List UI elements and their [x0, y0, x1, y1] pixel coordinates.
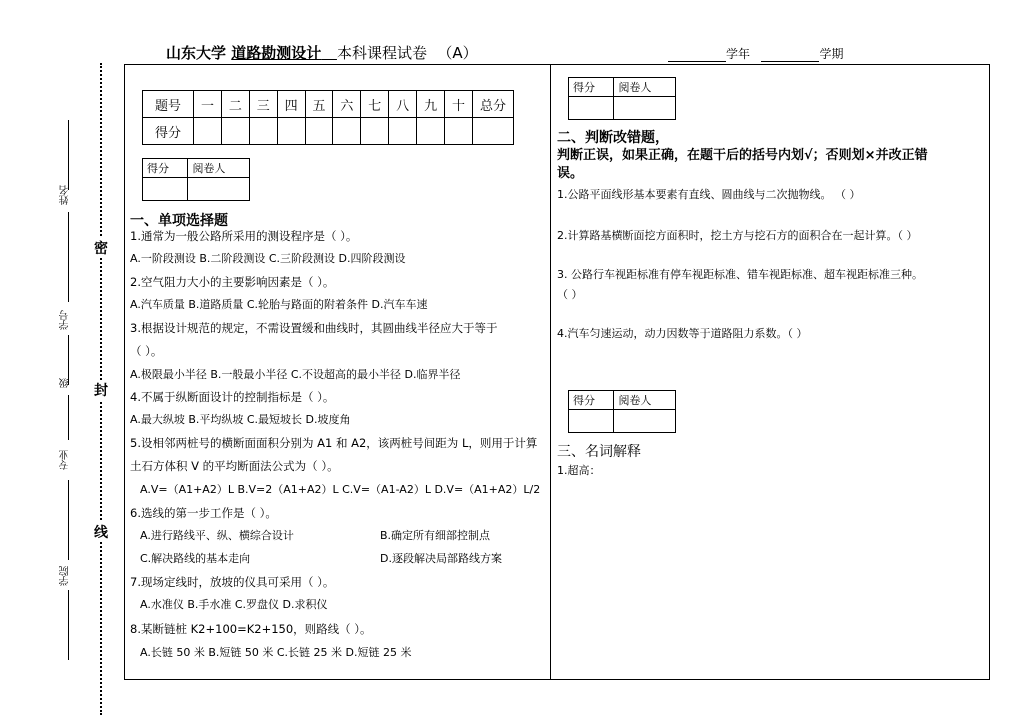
- q4: 4.不属于纵断面设计的控制指标是（ ）。: [130, 390, 335, 404]
- major-line-top: [68, 395, 69, 440]
- score-table: [142, 90, 514, 145]
- section2-instruction-cont: 误。: [557, 166, 584, 181]
- q6-option-c: C.解决路线的基本走向: [140, 552, 251, 565]
- section2-title: 二、判断改错题，: [557, 130, 669, 146]
- seal-char-3: 线: [94, 522, 108, 542]
- table-cell: 阅卷人: [188, 159, 250, 178]
- q2-options: A.汽车质量 B.道路质量 C.轮胎与路面的附着条件 D.汽车车速: [130, 298, 428, 311]
- table-cell: 得分: [569, 391, 614, 410]
- s2-q4: 4.汽车匀速运动，动力因数等于道路阻力系数。（ ）: [557, 327, 808, 340]
- term-fields: 学年 学期: [668, 45, 843, 62]
- table-cell: 总分: [473, 91, 514, 118]
- section2-instruction: 判断正误，如果正确，在题干后的括号内划√；否则划×并改正错: [557, 148, 928, 163]
- q2: 2.空气阻力大小的主要影响因素是（ ）。: [130, 275, 335, 289]
- college-label: 学院: [60, 566, 71, 586]
- grader-table-2: [568, 77, 676, 120]
- q6: 6.选线的第一步工作是（ ）。: [130, 506, 277, 520]
- q1: 1.通常为一般公路所采用的测设程序是（ ）。: [130, 229, 358, 243]
- table-cell: 四: [277, 91, 305, 118]
- table-cell: 题号: [143, 91, 194, 118]
- q3: 3.根据设计规范的规定，不需设置缓和曲线时，其圆曲线半径应大于等于: [130, 321, 498, 335]
- q6-option-a: A.进行路线平、纵、横综合设计: [140, 529, 294, 542]
- q5-options: A.V=（A1+A2）L B.V=2（A1+A2）L C.V=（A1-A2）L D.V=（A1+A2）L/2: [140, 483, 541, 496]
- q1-options: A.一阶段测设 B.二阶段测设 C.三阶段测设 D.四阶段测设: [130, 252, 406, 265]
- table-cell: 阅卷人: [614, 78, 676, 97]
- q8-options: A.长链 50 米 B.短链 50 米 C.长链 25 米 D.短链 25 米: [140, 646, 412, 659]
- table-cell: 九: [417, 91, 445, 118]
- q6-option-d: D.逐段解决局部路线方案: [380, 552, 502, 565]
- q3-cont: （ ）。: [130, 344, 163, 358]
- table-cell: 五: [305, 91, 333, 118]
- q5: 5.设相邻两桩号的横断面面积分别为 A1 和 A2，该两桩号间距为 L，则用于计算: [130, 436, 538, 450]
- table-cell: 三: [249, 91, 277, 118]
- table-cell: 十: [445, 91, 473, 118]
- q5-cont: 土石方体积 V 的平均断面法公式为（ ）。: [130, 459, 339, 473]
- q6-option-b: B.确定所有细部控制点: [380, 529, 491, 542]
- major-label: 专业: [60, 450, 71, 470]
- s3-q1: 1.超高：: [557, 464, 601, 477]
- grader-table-1: [142, 158, 250, 201]
- name-line: [68, 120, 69, 190]
- q7: 7.现场定线时，放坡的仪具可采用（ ）。: [130, 575, 335, 589]
- table-cell: 得分: [569, 78, 614, 97]
- s2-q3: 3. 公路行车视距标准有停车视距标准、错车视距标准、超车视距标准三种。: [557, 268, 923, 281]
- table-cell: 得分: [143, 118, 194, 145]
- table-cell: 八: [389, 91, 417, 118]
- seal-char-1: 密: [94, 238, 108, 258]
- s2-q2: 2.计算路基横断面挖方面积时，挖土方与挖石方的面积合在一起计算。（ ）: [557, 229, 918, 242]
- table-cell: 得分: [143, 159, 188, 178]
- major-line: [68, 480, 69, 560]
- score-table-header-row: [143, 91, 514, 118]
- section1-title: 一、单项选择题: [130, 213, 228, 229]
- s2-q1: 1.公路平面线形基本要素有直线、圆曲线与二次抛物线。 （ ）: [557, 188, 861, 201]
- name-label: 姓名: [60, 185, 71, 205]
- exam-title: 山东大学 道路勘测设计 本科课程试卷 （A）: [166, 44, 478, 62]
- table-cell: 二: [221, 91, 249, 118]
- college-line: [68, 590, 69, 660]
- score-table-score-row: [143, 118, 514, 145]
- column-divider: [550, 64, 551, 680]
- s2-q3-cont: （ ）: [557, 288, 583, 301]
- table-cell: 六: [333, 91, 361, 118]
- q8: 8.某断链桩 K2+100=K2+150，则路线（ ）。: [130, 622, 372, 636]
- section3-title: 三、名词解释: [557, 444, 641, 460]
- id-line: [68, 212, 69, 302]
- q3-options: A.极限最小半径 B.一般最小半径 C.不设超高的最小半径 D.临界半径: [130, 368, 461, 381]
- seal-char-2: 封: [94, 380, 108, 400]
- id-label: 学号: [60, 310, 71, 330]
- class-label: 级: [60, 378, 71, 388]
- table-cell: 七: [361, 91, 389, 118]
- grader-table-3: [568, 390, 676, 433]
- q4-options: A.最大纵坡 B.平均纵坡 C.最短坡长 D.坡度角: [130, 413, 351, 426]
- table-cell: 阅卷人: [614, 391, 676, 410]
- table-cell: 一: [194, 91, 222, 118]
- q7-options: A.水准仪 B.手水准 C.罗盘仪 D.求积仪: [140, 598, 328, 611]
